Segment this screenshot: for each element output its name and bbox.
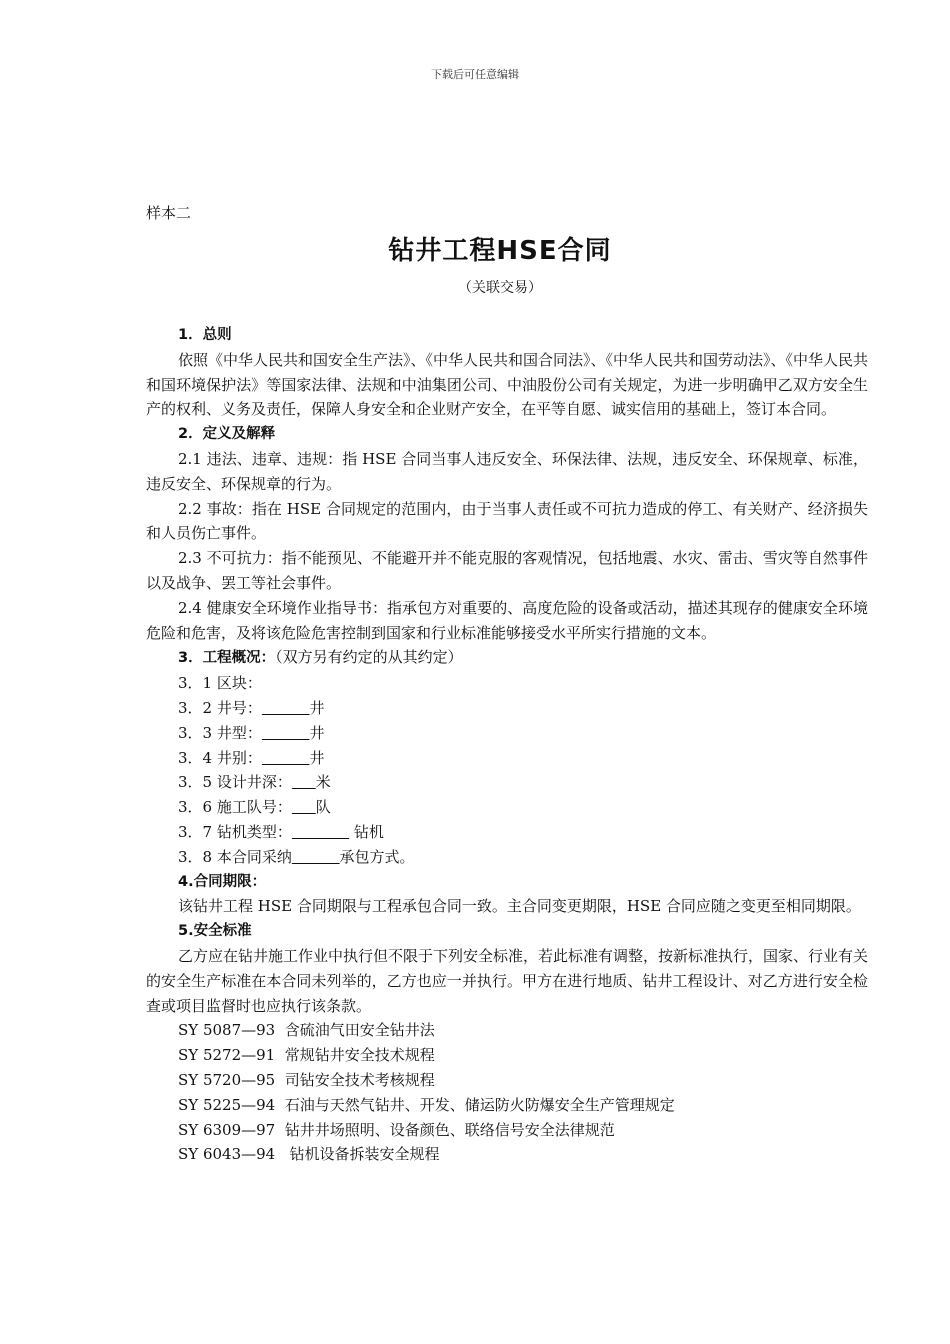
standard-item: SY 5720—95 司钻安全技术考核规程 (178, 1070, 435, 1089)
project-item (146, 721, 868, 746)
section-3-heading-line (146, 645, 868, 671)
section-4-paragraph: 该钻井工程 HSE 合同期限与工程承包合同一致。主合同变更期限，HSE 合同应随之变更至相同期限。 (178, 897, 861, 916)
fill-blank (292, 823, 349, 841)
project-item-suffix: 队 (315, 798, 331, 817)
project-item-label: 3．2 井号： (178, 698, 262, 717)
sample-label: 样本二 (146, 204, 192, 222)
definition-2-1: 2.1 违法、违章、违规：指 HSE 合同当事人违反安全、环保法律、法规，违反安全、环保规章、标准，违反安全、环保规章的行为。 (146, 449, 868, 493)
project-item-suffix: 承包方式。 (339, 847, 415, 866)
definition-2-2: 2.2 事故：指在 HSE 合同规定的范围内，由于当事人责任或不可抗力造成的停工、有关财产、经济损失和人员伤亡事件。 (146, 499, 868, 543)
standard-item: SY 5272—91 常规钻井安全技术规程 (178, 1046, 435, 1065)
project-item-suffix: 钻机 (349, 822, 384, 841)
section-5-heading: 5.安全标准 (178, 923, 252, 940)
fill-blank (262, 724, 310, 742)
contract-body (146, 323, 868, 1167)
section-5-paragraph: 乙方应在钻井施工作业中执行但不限于下列安全标准，若此标准有调整，按新标准执行，国家、行业有关的安全生产标准在本合同未列举的，乙方也应一并执行。甲方在进行地质、钻井工程设计、对乙方进行安全检查或项目监督时也应执行该条款。 (146, 946, 869, 1015)
project-item (146, 746, 868, 771)
project-item (146, 820, 868, 845)
project-item-suffix: 井 (309, 748, 325, 767)
project-item (146, 795, 868, 820)
standard-item: SY 5225—94 石油与天然气钻井、开发、储运防火防爆安全生产管理规定 (178, 1095, 675, 1114)
fill-blank (292, 773, 316, 791)
standard-item: SY 6309—97 钻井井场照明、设备颜色、联络信号安全法律规范 (178, 1120, 615, 1139)
project-item-suffix: 米 (315, 773, 331, 792)
document-subtitle: （关联交易） (458, 280, 542, 296)
project-item (146, 671, 868, 696)
project-item-label: 3．6 施工队号： (178, 798, 292, 817)
section-3-heading-note: （双方另有约定的从其约定） (275, 648, 463, 667)
definition-2-4: 2.4 健康安全环境作业指导书：指承包方对重要的、高度危险的设备或活动，描述其现存的健康安全环境危险和危害，及将该危险危害控制到国家和行业标准能够接受水平所实行措施的文本。 (146, 598, 868, 642)
fill-blank (262, 699, 310, 717)
project-item-suffix: 井 (309, 723, 325, 742)
section-4-heading: 4.合同期限： (178, 873, 267, 890)
project-item-label: 3．7 钻机类型： (178, 822, 292, 841)
fill-blank (292, 848, 340, 866)
fill-blank (262, 749, 310, 767)
project-item-label: 3．3 井型： (178, 723, 262, 742)
project-item-label: 3．4 井别： (178, 748, 262, 767)
project-item-label: 3．5 设计井深： (178, 773, 292, 792)
definition-2-3: 2.3 不可抗力：指不能预见、不能避开并不能克服的客观情况，包括地震、水灾、雷击、雪灾等自然事件以及战争、罢工等社会事件。 (146, 549, 868, 592)
project-item-label: 3．8 本合同采纳 (178, 847, 292, 866)
header-note: 下载后可任意编辑 (431, 68, 519, 81)
standard-item: SY 5087—93 含硫油气田安全钻井法 (178, 1021, 435, 1040)
fill-blank (292, 798, 316, 816)
standard-item: SY 6043—94 钻机设备拆装安全规程 (178, 1145, 440, 1164)
document-title: 钻井工程HSE合同 (388, 236, 612, 266)
section-1-paragraph: 依照《中华人民共和国安全生产法》、《中华人民共和国合同法》、《中华人民共和国劳动法》、《中华人民共和国环境保护法》等国家法律、法规和中油集团公司、中油股份公司有关规定，为进一步明确甲乙双方安全生产的权利、义务及责任，保障人身安全和企业财产安全，在平等自愿、诚实信用的基础上，签订本合同。 (146, 350, 869, 419)
section-3-heading: 3．工程概况： (178, 650, 276, 667)
section-1-heading: 1．总则 (178, 327, 232, 343)
project-item-suffix: 井 (309, 698, 325, 717)
section-2-heading: 2．定义及解释 (178, 426, 276, 443)
project-item (146, 770, 868, 795)
project-item (146, 845, 868, 870)
project-item-label: 3．1 区块： (178, 674, 262, 693)
project-item (146, 696, 868, 721)
